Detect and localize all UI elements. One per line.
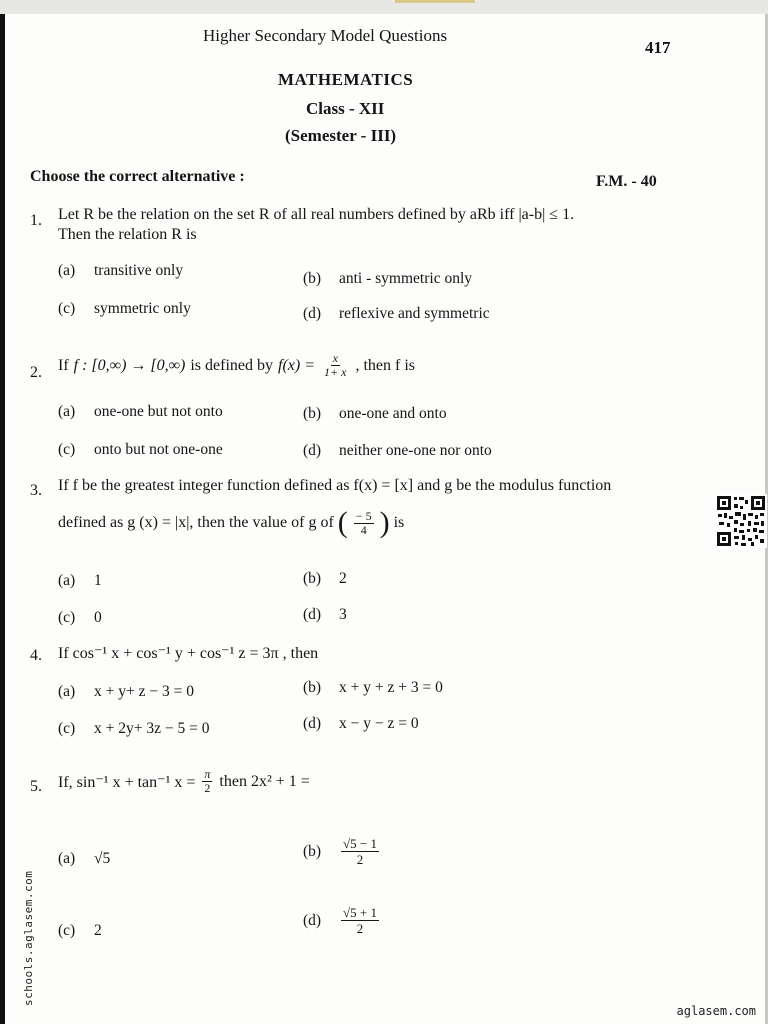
option-text: √5: [94, 850, 111, 867]
q1-text-line1: Let R be the relation on the set R of all real numbers defined by aRb iff |a-b| ≤ 1.: [58, 206, 575, 223]
option-text: 2: [94, 922, 102, 939]
q5-post: then 2x² + 1 =: [219, 772, 310, 790]
q2-option-b: [303, 405, 447, 423]
q1-option-d: [303, 305, 490, 323]
option-label: (c): [58, 922, 76, 939]
option-label: (a): [58, 850, 76, 867]
q1-number: 1.: [30, 212, 42, 229]
q5-frac-num: π: [204, 767, 211, 781]
option-label: (b): [303, 679, 322, 696]
q5-d-num: √5 + 1: [343, 905, 377, 920]
q3-line2-pre: defined as g (x) = |x|, then the value of g of: [58, 514, 334, 531]
top-margin: [0, 0, 768, 14]
q4-option-b: [303, 679, 443, 697]
option-label: (a): [58, 403, 76, 420]
q5-pre: If, sin⁻¹ x + tan⁻¹ x =: [58, 773, 196, 791]
q2-text: [58, 352, 415, 379]
q5-option-d: [303, 905, 381, 936]
full-marks: F.M. - 40: [596, 173, 657, 190]
q2-mid: is defined by: [190, 356, 274, 374]
top-color-strip: [395, 0, 475, 3]
qr-code-icon: [715, 494, 767, 548]
option-text: reflexive and symmetric: [339, 305, 490, 322]
option-label: (d): [303, 911, 322, 929]
option-text: 0: [94, 609, 102, 626]
option-text: x − y − z = 0: [339, 715, 419, 732]
option-text: one-one but not onto: [94, 403, 223, 420]
q2-post: , then f is: [355, 356, 415, 374]
page-number: 417: [645, 38, 671, 57]
book-title: Higher Secondary Model Questions: [203, 26, 448, 45]
q5-option-d-fraction: [341, 905, 379, 936]
side-watermark: schools.aglasem.com: [22, 870, 35, 1006]
option-label: (d): [303, 442, 322, 459]
option-text: x + y + z + 3 = 0: [339, 679, 443, 696]
option-label: (d): [303, 606, 322, 623]
q4-option-c: [58, 720, 209, 738]
q2-number: 2.: [30, 364, 42, 381]
option-text: x + 2y+ 3z − 5 = 0: [94, 720, 210, 737]
subject-title: MATHEMATICS: [278, 70, 414, 89]
semester-label: (Semester - III): [285, 126, 397, 145]
option-text: neither one-one nor onto: [339, 442, 492, 459]
q5-text: [58, 768, 310, 795]
q5-fraction: [202, 768, 212, 795]
q1-text-line2: Then the relation R is: [58, 226, 197, 243]
q3-number: 3.: [30, 482, 42, 499]
q3-paren-close: ): [379, 506, 390, 539]
q4-option-a: [58, 683, 194, 701]
q5-d-den: 2: [356, 921, 364, 936]
q3-frac-den: 4: [360, 522, 367, 537]
q3-option-b: [303, 570, 347, 588]
option-text: anti - symmetric only: [339, 270, 473, 287]
option-label: (a): [58, 572, 76, 589]
q3-option-d: [303, 606, 347, 624]
instruction-text: Choose the correct alternative :: [30, 168, 245, 185]
option-label: (b): [303, 405, 322, 422]
class-label: Class - XII: [306, 99, 385, 118]
option-label: (c): [58, 720, 76, 737]
q3-line2-post: is: [393, 514, 405, 531]
q1-option-a: [58, 262, 183, 280]
q2-frac-num: x: [332, 351, 338, 365]
q2-function-map: f : [0,∞) → [0,∞): [73, 356, 186, 374]
q2-option-a: [58, 403, 223, 421]
option-label: (b): [303, 570, 322, 587]
q5-b-num: √5 − 1: [343, 836, 377, 851]
option-label: (b): [303, 270, 322, 287]
q1-option-b: [303, 270, 472, 288]
option-text: 3: [339, 606, 347, 623]
q3-fraction: [354, 510, 374, 537]
option-label: (b): [303, 842, 322, 860]
q5-frac-den: 2: [204, 781, 211, 795]
option-text: transitive only: [94, 262, 184, 279]
q4-number: 4.: [30, 647, 42, 664]
option-label: (a): [58, 262, 76, 279]
option-label: (c): [58, 609, 76, 626]
option-label: (c): [58, 441, 76, 458]
footer-watermark: aglasem.com: [676, 1004, 756, 1018]
q3-option-c: [58, 609, 102, 627]
option-label: (a): [58, 683, 76, 700]
option-text: x + y+ z − 3 = 0: [94, 683, 194, 700]
option-text: onto but not one-one: [94, 441, 223, 458]
q4-text: If cos⁻¹ x + cos⁻¹ y + cos⁻¹ z = 3π , then: [58, 645, 319, 662]
option-label: (c): [58, 300, 76, 317]
q3-text-line2: [58, 508, 404, 538]
q2-frac-den: 1+ x: [324, 365, 347, 379]
q5-number: 5.: [30, 778, 42, 795]
q4-option-d: [303, 715, 419, 733]
q5-option-b-fraction: [341, 836, 379, 867]
q2-option-c: [58, 441, 223, 459]
q2-fraction: [322, 352, 348, 379]
q3-text-line1: If f be the greatest integer function defined as f(x) = [x] and g be the modulus function: [58, 477, 612, 494]
q2-function-def: f(x) =: [278, 356, 316, 374]
q5-option-a: [58, 850, 110, 868]
q2-option-d: [303, 442, 492, 460]
q5-option-b: [303, 836, 381, 867]
q1-option-c: [58, 300, 191, 318]
q5-option-c: [58, 922, 102, 940]
q3-frac-num: − 5: [355, 508, 372, 523]
option-label: (d): [303, 305, 322, 322]
option-text: 2: [339, 570, 347, 587]
option-label: (d): [303, 715, 322, 732]
option-text: symmetric only: [94, 300, 191, 317]
q5-b-den: 2: [356, 852, 364, 867]
q3-paren-open: (: [337, 506, 348, 539]
q2-pre: If: [58, 356, 69, 374]
q3-option-a: [58, 572, 102, 590]
option-text: one-one and onto: [339, 405, 447, 422]
option-text: 1: [94, 572, 102, 589]
